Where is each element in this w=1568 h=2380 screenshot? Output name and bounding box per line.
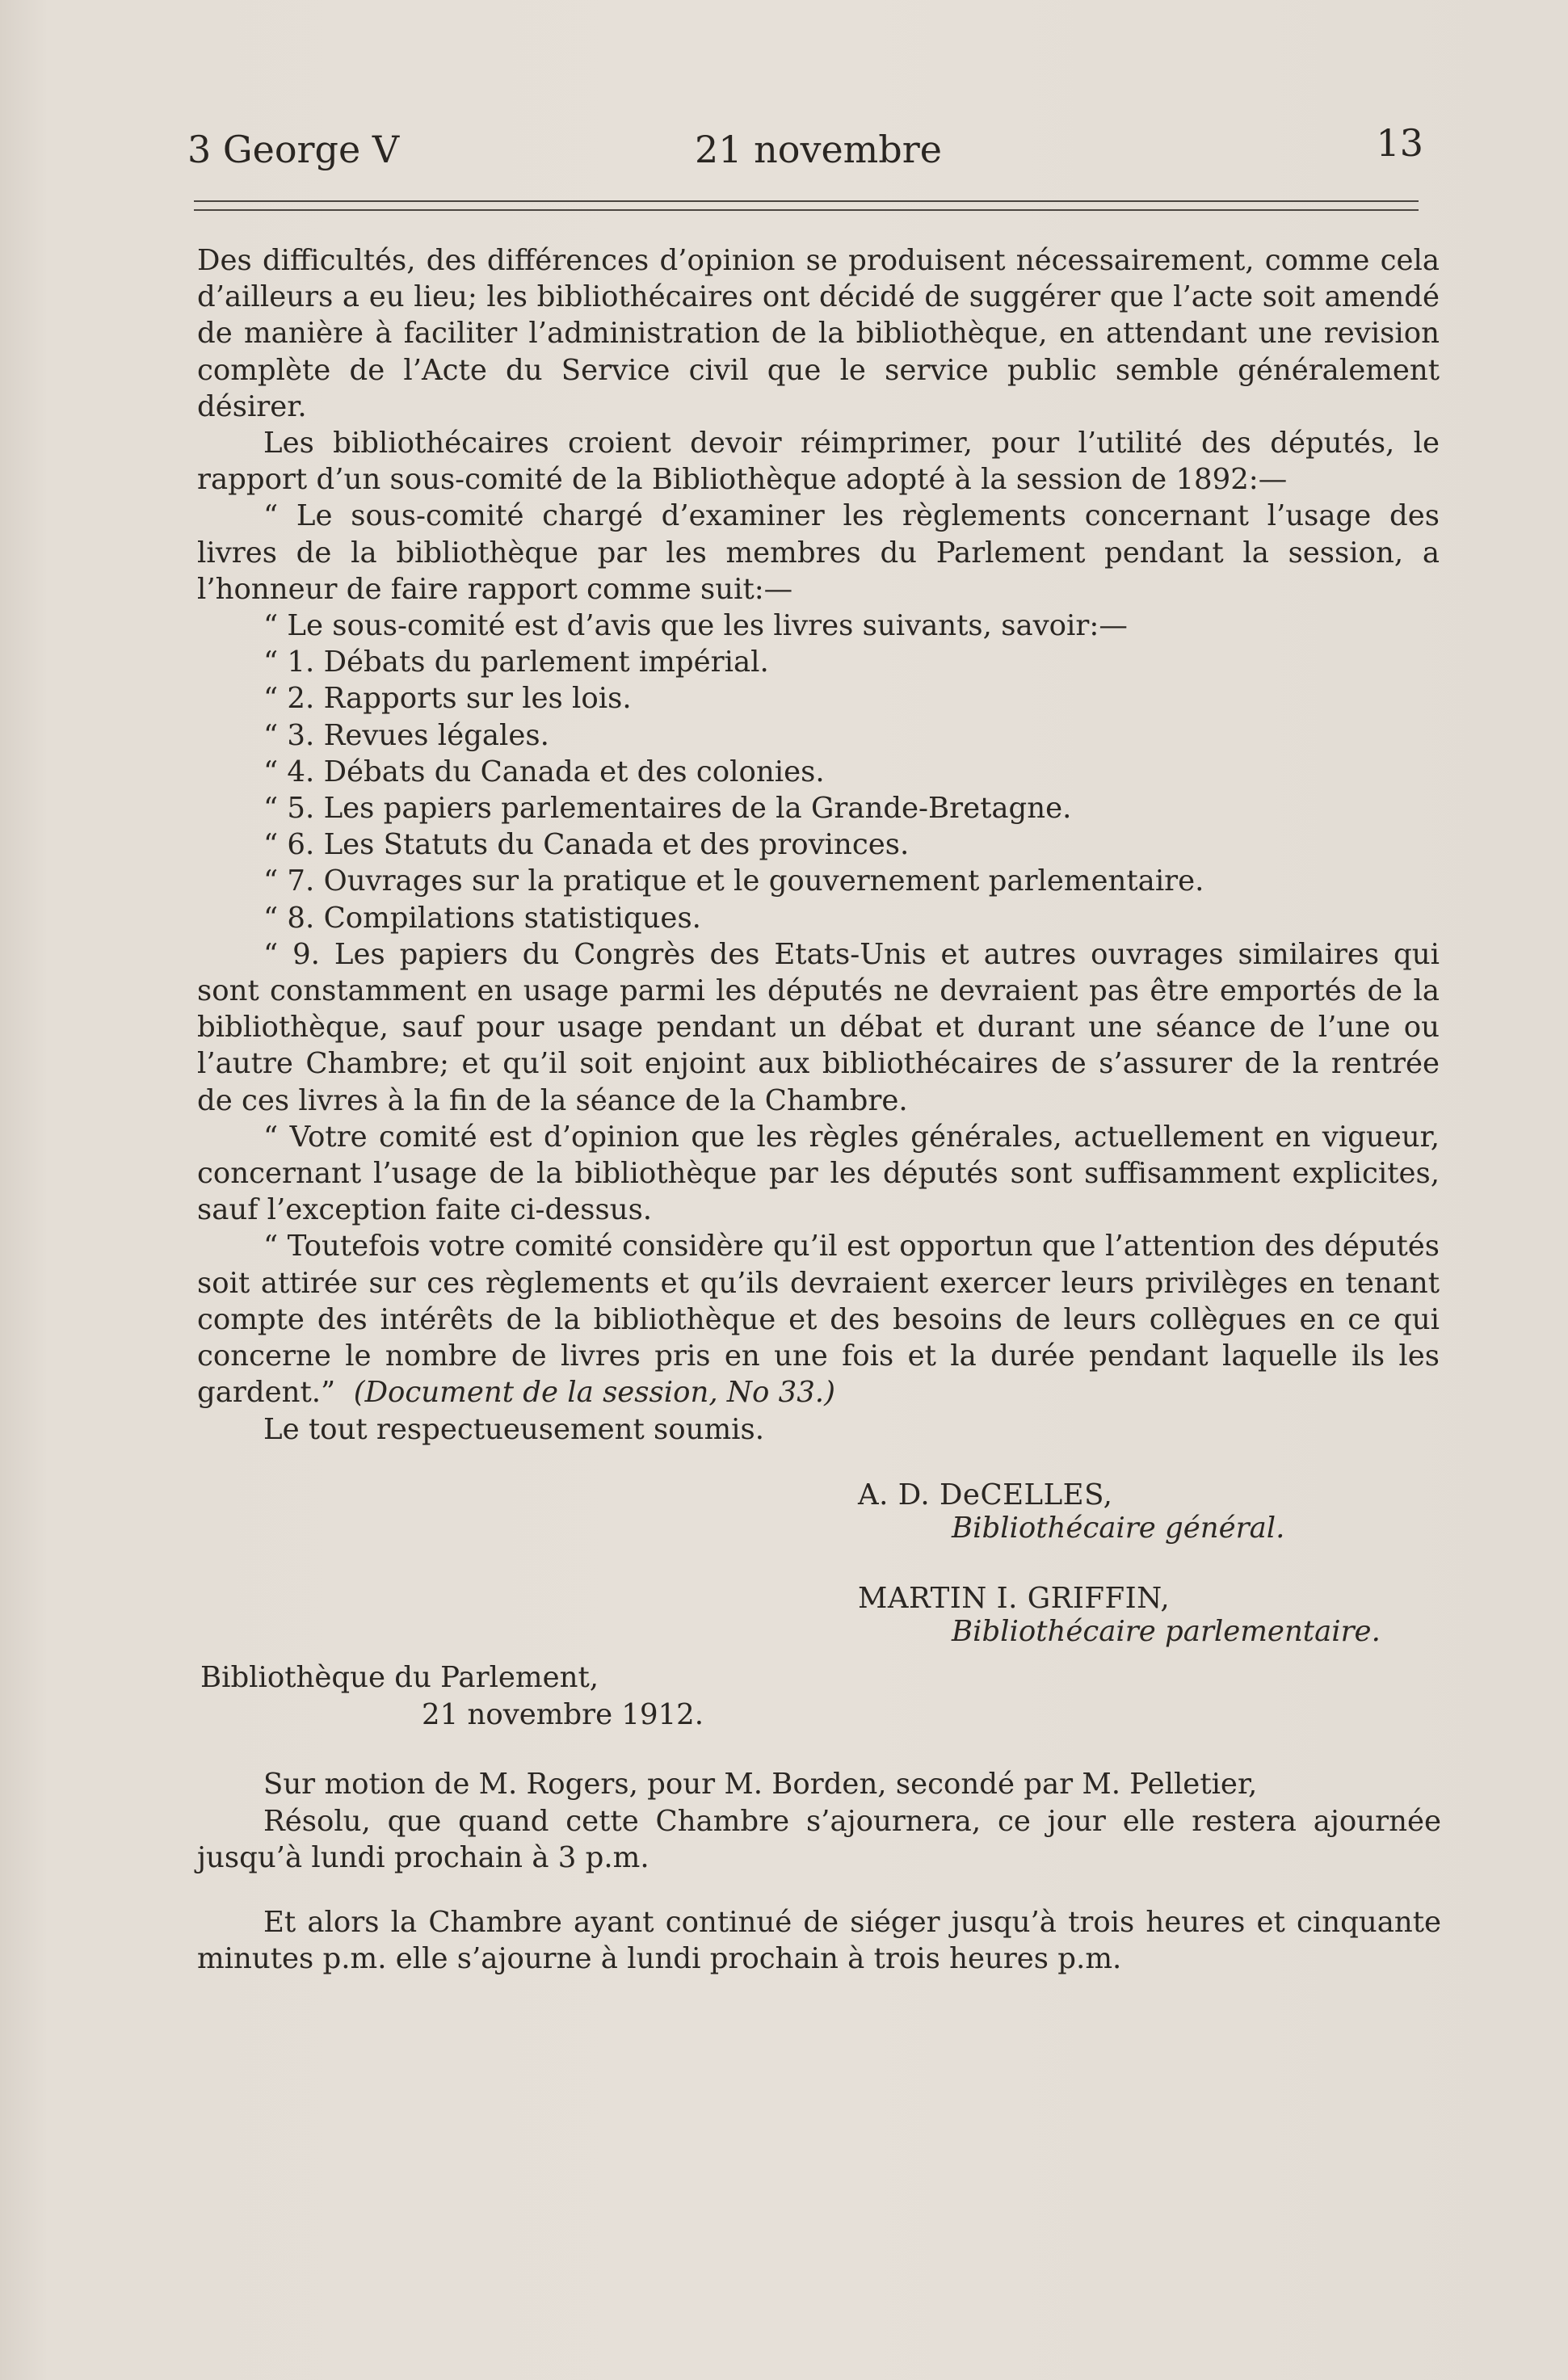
signature-decelles <box>858 1478 1284 1545</box>
list-item: “ 2. Rapports sur les lois. <box>263 682 632 716</box>
list-item: “ 6. Les Statuts du Canada et des provinces. <box>263 828 910 862</box>
header-regnal-year: 3 George V <box>187 128 400 171</box>
resolution-paragraph: Résolu, que quand cette Chambre s’ajournera, ce jour elle restera ajournée jusqu’à lundi prochain à 3 p.m. <box>197 1804 1441 1874</box>
list-item: “ 4. Débats du Canada et des colonies. <box>263 755 825 788</box>
motion-paragraph: Sur motion de M. Rogers, pour M. Borden, secondé par M. Pelletier, <box>263 1768 1258 1801</box>
header-rule-top <box>194 200 1419 202</box>
page-number: 13 <box>1376 121 1423 165</box>
signatory-name: MARTIN I. GRIFFIN, <box>858 1582 1171 1615</box>
signatory-name: A. D. DeCELLES, <box>858 1478 1113 1512</box>
header-date: 21 novembre <box>695 128 942 171</box>
paragraph-item-9: “ 9. Les papiers du Congrès des Etats-Unis et autres ouvrages similaires qui sont constamment en usage parmi les députés ne devraient pas être emportés de la bibliothèque, sauf pour usage pendant un débat et durant une séance de l’une ou l’autre Chambre; et qu’il soit enjoint aux bibliothécaires de s’assurer de la rentrée de ces livres à la fin de la séance de la Chambre. <box>197 937 1440 1117</box>
place-and-date <box>200 1659 704 1734</box>
signatory-title: Bibliothécaire parlementaire. <box>952 1615 1381 1648</box>
list-item: “ 5. Les papiers parlementaires de la Grande-Bretagne. <box>263 792 1072 826</box>
paragraph-submitted: Le tout respectueusement soumis. <box>263 1412 765 1446</box>
list-item: “ 3. Revues légales. <box>263 718 549 752</box>
running-header <box>187 121 1423 186</box>
adjournment-paragraph: Et alors la Chambre ayant continué de siéger jusqu’à trois heures et cinquante minutes p.m. elle s’ajourne à lundi prochain à trois heures p.m. <box>197 1905 1441 1975</box>
paragraph-difficulties: Des difficultés, des différences d’opinion se produisent nécessairement, comme cela d’ailleurs a eu lieu; les bibliothécaires ont décidé de suggérer que l’acte soit amendé de manière à faciliter l’administration de la bibliothèque, en attendant une revision complète de l’Acte du Service civil que le service public semble généralement désirer. <box>197 244 1440 423</box>
signature-griffin <box>858 1582 1381 1648</box>
header-rule-bottom <box>194 209 1419 211</box>
list-item: “ 7. Ouvrages sur la pratique et le gouvernement parlementaire. <box>263 864 1204 898</box>
date-line: 21 novembre 1912. <box>422 1698 704 1731</box>
proceedings <box>197 1766 1441 1978</box>
session-document-reference: (Document de la session, No 33.) <box>353 1376 835 1410</box>
signatory-title: Bibliothécaire général. <box>952 1512 1285 1545</box>
paragraph-reprint: Les bibliothécaires croient devoir réimprimer, pour l’utilité des députés, le rapport d’un sous-comité de la Bibliothèque adopté à la session de 1892:— <box>197 427 1440 497</box>
list-item: “ 8. Compilations statistiques. <box>263 901 701 935</box>
list-item: “ 1. Débats du parlement impérial. <box>263 645 769 679</box>
paragraph-opinion: “ Le sous-comité est d’avis que les livres suivants, savoir:— <box>263 609 1128 643</box>
paragraph-subcommittee: “ Le sous-comité chargé d’examiner les règlements concernant l’usage des livres de la bibliothèque par les membres du Parlement pendant la session, a l’honneur de faire rapport comme suit:— <box>197 499 1440 606</box>
place-line: Bibliothèque du Parlement, <box>200 1661 599 1694</box>
paragraph-however-text: “ Toutefois votre comité considère qu’il est opportun que l’attention des députés soit attirée sur ces règlements et qu’ils devraient exercer leurs privilèges en tenant compte des intérêts de la bibliothèque et des besoins de leurs collègues en ce qui concerne le nombre de livres pris en une fois et la durée pendant laquelle ils les gardent.” <box>197 1230 1440 1410</box>
report-body <box>197 242 1440 1448</box>
paragraph-however <box>197 1228 1440 1411</box>
paragraph-general-rules: “ Votre comité est d’opinion que les règles générales, actuellement en vigueur, concernant l’usage de la bibliothèque par les députés sont suffisamment explicites, sauf l’exception faite ci-dessus. <box>197 1120 1440 1227</box>
